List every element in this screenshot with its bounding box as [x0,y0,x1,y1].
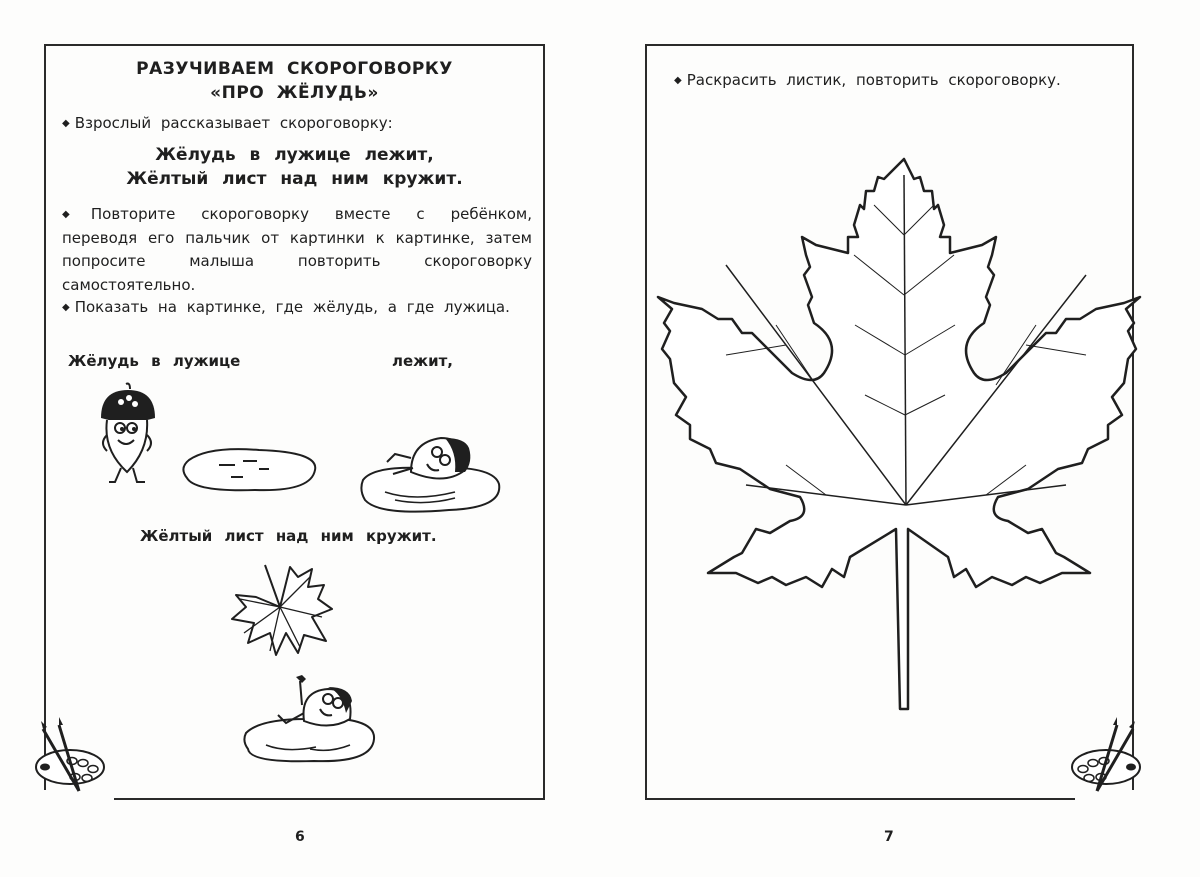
puddle-icon [179,445,319,495]
page-number: 7 [884,829,894,845]
falling-maple-leaf-icon [225,555,345,670]
caption-acorn-in-puddle: Жёлудь в лужице [68,352,241,370]
bullet-icon: ◆ [674,75,682,86]
palette-brushes-icon [1061,715,1151,805]
page-number: 6 [295,829,305,845]
left-page [45,45,544,845]
caption-leaf-circles: Жёлтый лист над ним кружит. [140,527,437,545]
bullet-icon: ◆ [62,302,70,313]
bullet-icon: ◆ [62,209,86,220]
acorn-standing-icon [93,380,163,490]
instruction-1: ◆ Взрослый рассказывает скороговорку: [62,114,393,132]
poem-line1: Жёлудь в лужице лежит, [155,145,434,165]
maple-leaf-coloring-icon [666,155,1126,695]
acorn-lying-in-puddle-icon [355,440,505,515]
right-page [646,45,1134,845]
instruction-2: ◆ Повторите скороговорку вместе с ребёнком, переводя его пальчик от картинки к картинке, затем попросите малыша повторить скороговорку самостоятельно. [62,205,532,294]
caption-lies: лежит, [392,352,453,370]
instruction: ◆ Раскрасить листик, повторить скороговорку. [674,71,1061,89]
poem-line2: Жёлтый лист над ним кружит. [126,169,463,189]
page-title-line1: РАЗУЧИВАЕМ СКОРОГОВОРКУ [136,59,453,79]
instruction-3: ◆ Показать на картинке, где жёлудь, а где лужица. [62,298,510,316]
acorn-waving-in-puddle-icon [240,673,380,763]
palette-brushes-icon [25,715,115,805]
page-title-line2: «ПРО ЖЁЛУДЬ» [210,83,379,103]
bullet-icon: ◆ [62,118,70,129]
